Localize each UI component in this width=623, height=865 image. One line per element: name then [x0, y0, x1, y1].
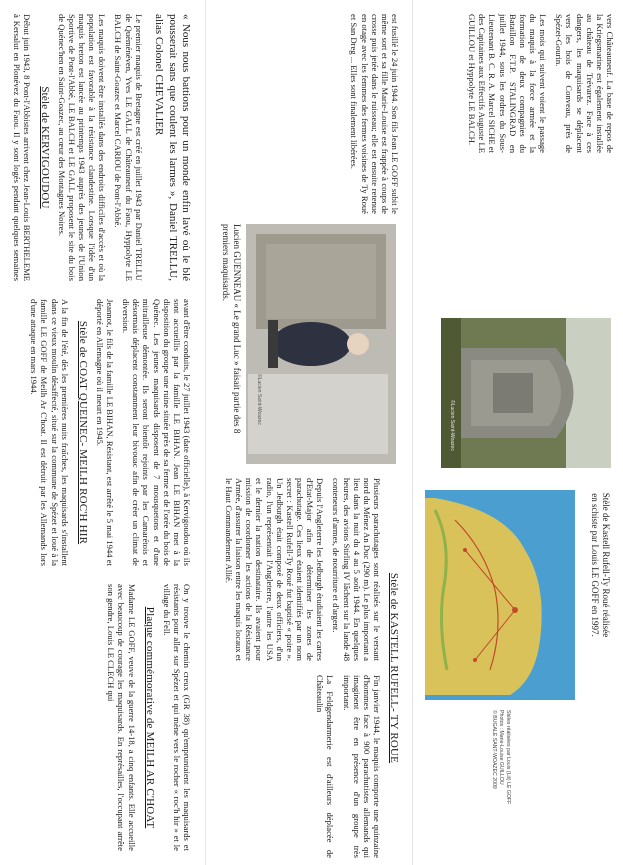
paragraph-feldgendarmerie: La Feldgendarmerie est d'ailleurs déplacée de Châteaulin — [315, 675, 336, 858]
fold-line-1 — [205, 0, 206, 865]
portrait-photo — [246, 224, 396, 464]
middle-panel — [210, 0, 408, 865]
title-plaque: Plaque commémorative de MEILH AR C'HOAT — [143, 606, 156, 829]
brittany-map — [425, 490, 575, 700]
title-kervigoudou: Stèle de KERVIGOUDOU — [38, 86, 51, 209]
credit-steles: Stèles réalisées par Louis (Lili) LE GOFF — [505, 710, 511, 805]
stele-photo — [441, 318, 611, 468]
paragraph-janvier: Fin janvier 1944, le maquis comporte une quinzaine d'hommes face à 900 parachutistes allemands qui imaginent être en présence d'un groupe très important. — [341, 675, 382, 858]
paragraph-madame-le-goff: Madame LE GOFF, veuve de la guerre 14-18, a cinq enfants. Elle accueille avec beaucoup de courage les maquisards. En représailles, l'occupant arrête son gendre, Louis LE CLECH qui — [106, 584, 137, 851]
paragraph-kervigoudou: Début juin 1943, 8 Pont-l'Abbistes arrivent chez Jean-Louis BERTHELEME à Kersalut en Plonévez du Faou. Il y sont logés pendant quelques semaines avant d'être conduits, le 27 juillet 1943 (date officielle), à Kervigoudou où ils sont accueillis par la famille LE BIHAN. Jean LE BIHAN met à la disposition du groupe une ruine située près de sa ferme et de l'orée du bois de Quénec. Les jeunes maquisards disposent de 7 mousquetons et d'une mitrailleuse démontée. Ils seront bientôt rejoints par les Camarétois et désormais déplacent constamment leur bivouac afin de créer un climat de diversion. — [11, 14, 192, 566]
paragraph-chateauneuf: vers Châteauneuf. La base de repos de la Kriegsmarine est également installée au château de Trévarez. Face à ces dangers, les maquisards se déplacent vers les bois de Conveau, près de Spézet-Gourin. — [554, 14, 615, 153]
credit-photos: Photos : Marie-Louise GUILLOU — [498, 710, 505, 785]
paragraph-first-maquis: Le premier maquis de Bretagne est créé en juillet 1943 par Daniel TRELLU de Quéménéven, Yves LE GALL de Châteauneuf du Faou, Hyppolyte LE BALCH de Saint-Goazec et Marcel CARIOU de Pont-l'Abbé. — [113, 14, 144, 281]
paragraph-jedburgh: Depuis l'Angleterre les Jedburgh étudiaient les cartes d'Etat-Major afin de déterminer les zones de parachutage. Ces lieux étaient identifiés par un nom secret : Kastell Rufell-Ty Roué fut baptisé « poire ». Un Jedburgh était composé de deux officiers, d'un radio, l'un représentait l'Angleterre, l'autre les USA et le dernier la nation destinataire. Ils avaient pour mission de coordonner les actions de la Résistance Armée, d'assurer la liaison entre les maquis locaux et le Haut Commandement Allié. — [224, 478, 326, 661]
paragraph-stalingrad: Les mois qui suivent voient le passage du maquis à la force armée et la formation de deux compagnies du Bataillon F.T.P. STALINGRAD en juillet 1944, sous les ordres du Sous-Lieutenant B. C. R. A. Marcel SICHE et des Capitaines aux Effectifs Auguste LE GUILLOU et Hyppolyte LE BALCH. — [467, 14, 549, 153]
stele-illustration — [441, 318, 611, 468]
credit-copyright: © BUGALE SANT-WOAZEC 2009 — [491, 710, 498, 789]
right-panel — [418, 0, 623, 865]
title-kastell-rufell: Stèle de KASTELL RUFELL- TY ROUE — [388, 572, 400, 764]
left-panel — [0, 0, 200, 865]
paragraph-chemin: On y trouve le chemin creux (GR 38) qu'empruntaient les maquisards et résistants pour aller sur Spézet et qui mène vers le rocher « roc'h hir » et le village du Fell. — [161, 584, 192, 851]
map-caption: Stèle de Kastell Rufell-Ty Roué réalisée en schiste par Louis LE GOFF en 1997. — [590, 492, 611, 638]
kastell-column — [216, 478, 382, 858]
paragraph-jeannot: Jeannot, le fils de la famille LE BIHAN, Résistant, est arrêté le 5 mai 1944 et déporté en Allemagne où il meurt en 1945. — [94, 299, 116, 566]
right-column — [427, 14, 615, 304]
credits — [491, 710, 511, 850]
paragraph-moulin: A la fin de l'été, dès les premières nuits fraîches, les maquisards s'installent dans ce vieux moulin désaffecté, situé sur la commune de Spézet et loué à la famille LE GOFF de Meilh Ar C'hoat. Il est détruit par les Allemands lors d'une attaque en mars 1944. — [29, 299, 70, 566]
portrait-caption: Lucien GUENNEAU « Le grand Luc » faisait partie des 8 premiers maquisards. — [221, 224, 242, 434]
left-column — [6, 14, 192, 851]
title-coat-queinec: Stèle de COAT QUEINEC- MEILH ROC'H HIR — [76, 320, 89, 545]
paragraph-fusille: est fusillé le 24 juin 1944. Son fils Jean LE GOFF subit le même sort et sa fille Marie-Louise est frappée à coups de crosse puis jetée dans le ruisseau; elle est ensuite retenue en otage avec les femmes des fermes voisines de Ty Roué et San Dreg ... Elles sont finalement libérées. — [349, 14, 400, 214]
portrait-watermark: ©Lucien Saint-Woazec — [256, 374, 262, 425]
chevalier-quote: « Nous nous battions pour un monde enfin lavé où le blé pousserait sans que coulent les larmes », Daniel TRELLU, alias Colonel CHEVALIER — [153, 14, 192, 281]
map-illustration — [425, 490, 575, 700]
stele-watermark: ©Lucien Saint-Woazec — [449, 400, 455, 451]
portrait-illustration — [246, 224, 396, 464]
fold-line-2 — [412, 0, 413, 865]
paragraph-parachutages: Plusieurs parachutages sont réalisés sur le versant nord du Ménez An Duc (290 m). Le plus important a lieu dans la nuit du 4 au 5 août 1944. En quelques heures, des avions Stirling IV lâchent sur la lande 48 conteneurs d'armes, de nourriture et d'argent. — [331, 478, 382, 661]
paragraph-maquis-sites: Les maquis doivent être installés dans des endroits difficiles d'accès et où la population est favorable à la résistance clandestine. Lorsque l'idée d'un maquis breton est lancée au printemps 1943 auprès des jeunes de l'Union Sportive de Pont-l'Abbé, LE BALCH et LE GALL proposent le site du bois de Quénec'hen en Saint-Goazec, au cœur des Montagnes Noires. — [56, 14, 108, 281]
